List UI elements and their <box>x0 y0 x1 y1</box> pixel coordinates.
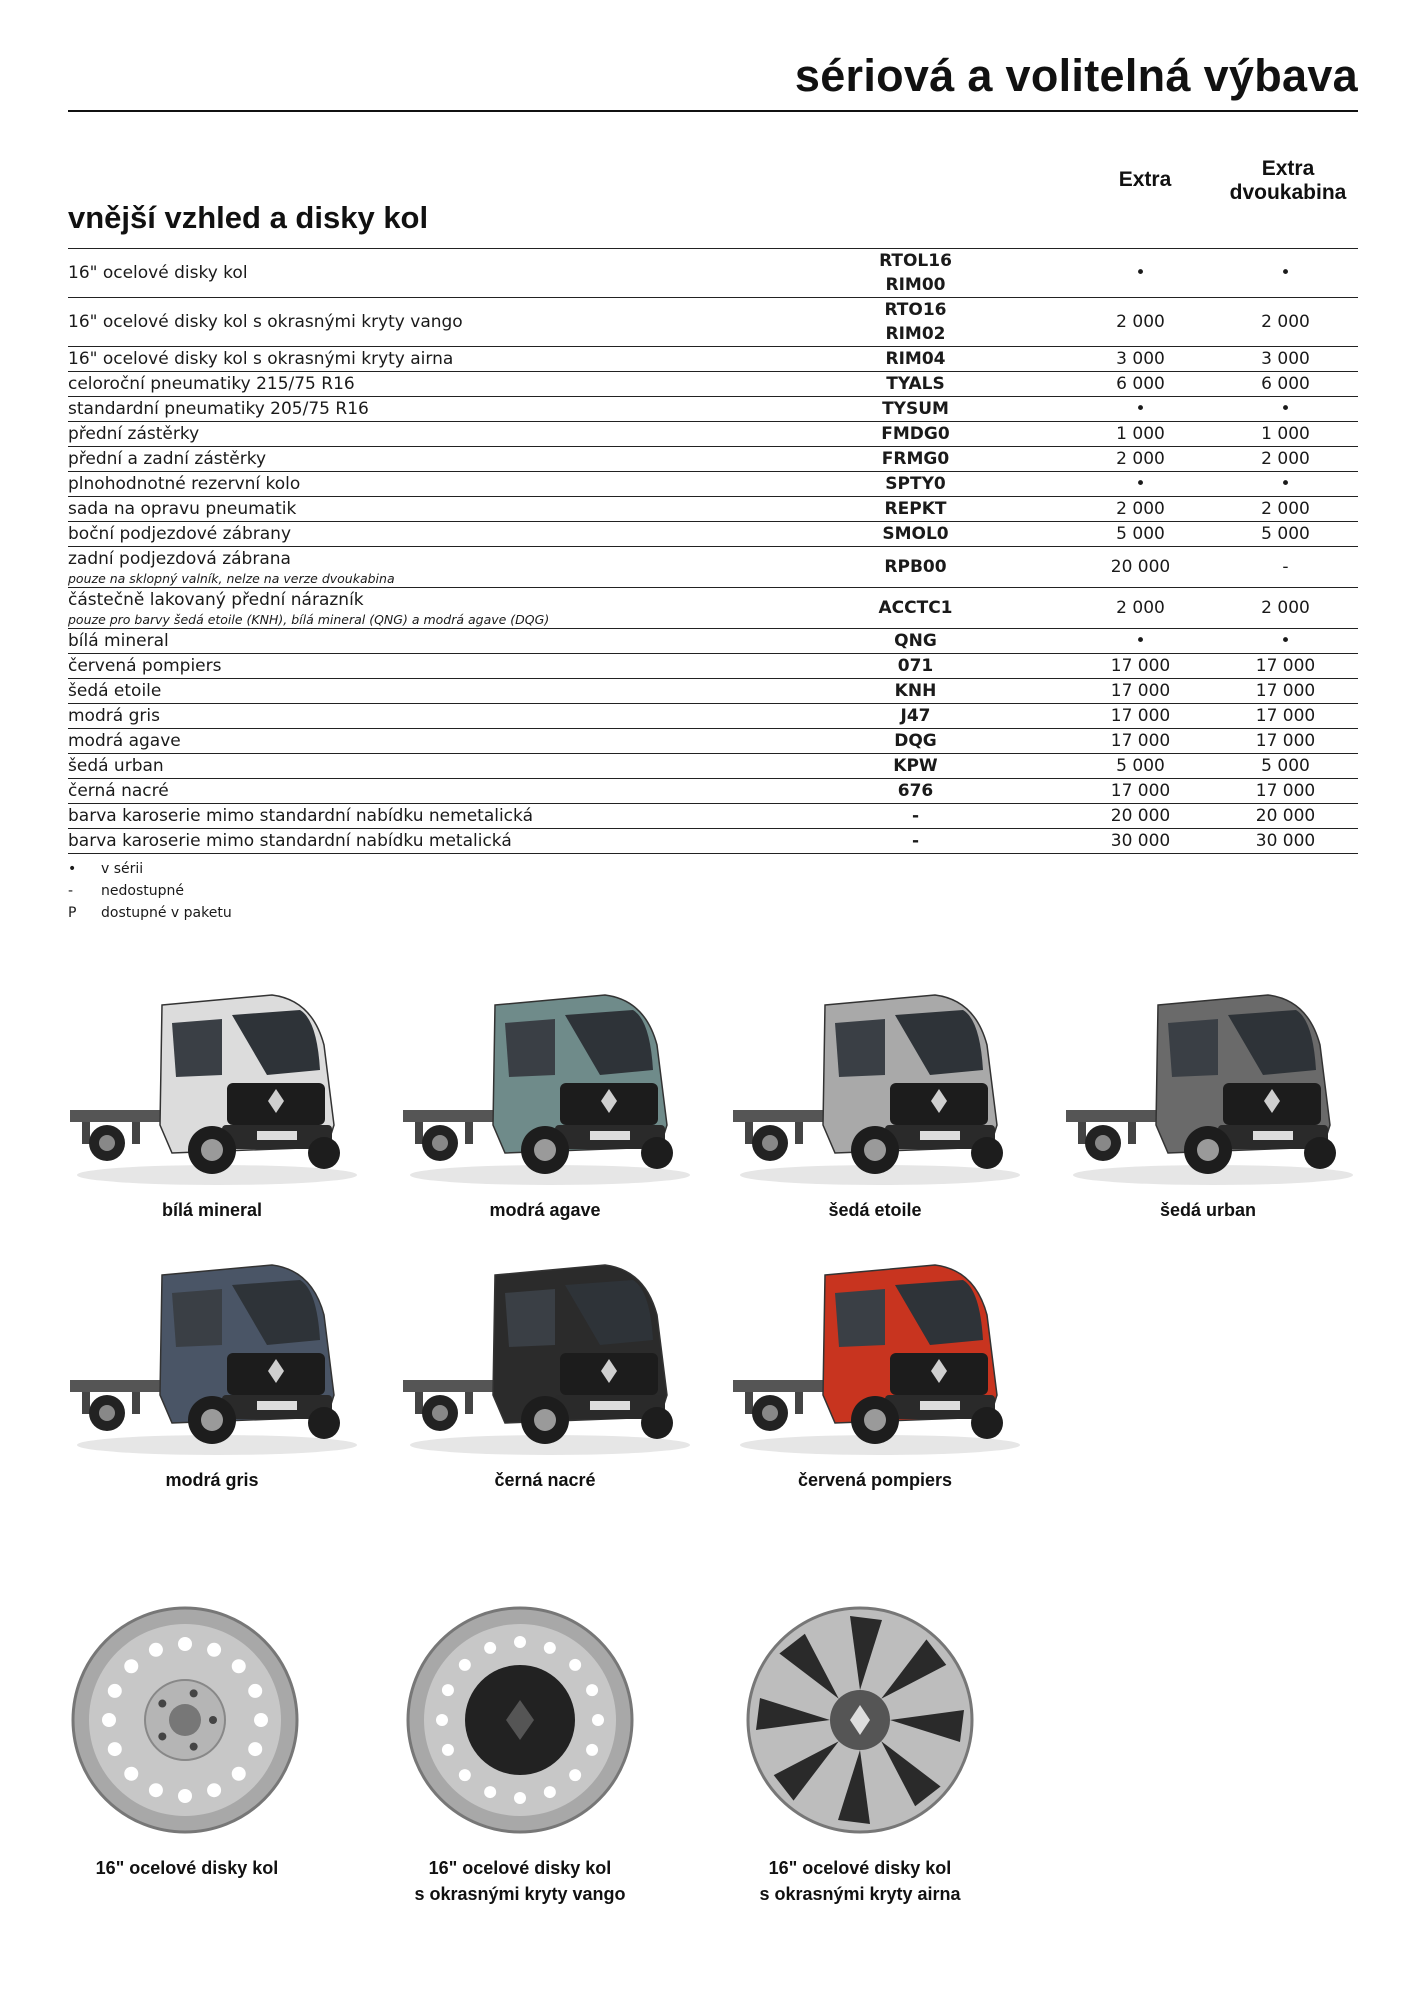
row-code-cell <box>838 829 993 854</box>
row-name-cell <box>68 372 838 397</box>
option-code: SPTY0 <box>885 474 946 494</box>
row-code-cell <box>838 588 993 629</box>
spacer-cell <box>993 447 1068 472</box>
price-extra: 17 000 <box>1110 781 1171 801</box>
spacer-cell <box>993 629 1068 654</box>
van-color-label: šedá etoile <box>828 1200 922 1220</box>
wheel-label-line: 16" ocelové disky kol <box>768 1858 952 1878</box>
row-label: barva karoserie mimo standardní nabídku nemetalická <box>68 806 533 826</box>
price-extra: 17 000 <box>1110 681 1171 701</box>
spacer-cell <box>993 654 1068 679</box>
row-code-cell <box>838 497 993 522</box>
title-divider <box>68 110 1358 112</box>
spacer-cell <box>993 729 1068 754</box>
option-code: RTOL16 <box>879 251 952 271</box>
van-image <box>395 1245 695 1460</box>
legend-text: v sérii <box>101 861 144 877</box>
option-code: TYALS <box>886 374 945 394</box>
row-label: bílá mineral <box>68 631 169 651</box>
table-row <box>68 472 1358 497</box>
price-extra: • <box>1135 399 1146 419</box>
van-image <box>1058 975 1358 1190</box>
row-name-cell <box>68 588 838 629</box>
wheel-label-line: s okrasnými kryty vango <box>414 1884 626 1904</box>
legend <box>68 858 232 924</box>
spacer-cell <box>993 704 1068 729</box>
row-name-cell <box>68 249 838 298</box>
row-label: šedá urban <box>68 756 164 776</box>
table-row <box>68 779 1358 804</box>
row-name-cell <box>68 397 838 422</box>
price-extra: 3 000 <box>1116 349 1165 369</box>
row-label: modrá agave <box>68 731 181 751</box>
spacer-cell <box>993 347 1068 372</box>
option-code: QNG <box>894 631 937 651</box>
option-code: REPKT <box>884 499 947 519</box>
price-dvoukabina: 5 000 <box>1261 756 1310 776</box>
wheel-image <box>70 1605 300 1835</box>
row-code-cell <box>838 298 993 347</box>
price-dvoukabina: 17 000 <box>1255 656 1316 676</box>
price-dvoukabina: 2 000 <box>1261 312 1310 332</box>
van-color-label: modrá agave <box>489 1200 601 1220</box>
van-color-label: šedá urban <box>1159 1200 1257 1220</box>
row-code-cell <box>838 347 993 372</box>
row-name-cell <box>68 804 838 829</box>
row-code-cell <box>838 654 993 679</box>
row-label: boční podjezdové zábrany <box>68 524 292 544</box>
spacer-cell <box>993 522 1068 547</box>
table-row <box>68 679 1358 704</box>
spacer-cell <box>993 249 1068 298</box>
van-image <box>725 1245 1025 1460</box>
row-name-cell <box>68 679 838 704</box>
row-label: sada na opravu pneumatik <box>68 499 297 519</box>
price-extra: 2 000 <box>1116 312 1165 332</box>
table-row <box>68 704 1358 729</box>
row-code-cell <box>838 629 993 654</box>
column-header-extra-dvoukabina <box>1208 157 1368 205</box>
wheel-label-line: 16" ocelové disky kol <box>95 1858 279 1878</box>
row-label: 16" ocelové disky kol <box>68 263 248 283</box>
price-dvoukabina: 17 000 <box>1255 681 1316 701</box>
column-header-extra: Extra <box>1118 168 1172 191</box>
legend-item <box>68 902 232 924</box>
price-dvoukabina: 3 000 <box>1261 349 1310 369</box>
van-color-label: černá nacré <box>494 1470 596 1490</box>
row-name-cell <box>68 629 838 654</box>
row-label: červená pompiers <box>68 656 222 676</box>
spacer-cell <box>993 372 1068 397</box>
row-label: plnohodnotné rezervní kolo <box>68 474 301 494</box>
price-extra: 17 000 <box>1110 706 1171 726</box>
price-dvoukabina: 2 000 <box>1261 499 1310 519</box>
table-row <box>68 347 1358 372</box>
row-code-cell <box>838 779 993 804</box>
legend-symbol: - <box>68 883 74 899</box>
table-row <box>68 654 1358 679</box>
row-code-cell <box>838 472 993 497</box>
row-name-cell <box>68 754 838 779</box>
price-dvoukabina: 1 000 <box>1261 424 1310 444</box>
row-label: zadní podjezdová zábrana <box>68 549 291 569</box>
row-code-cell <box>838 422 993 447</box>
row-name-cell <box>68 779 838 804</box>
legend-symbol: P <box>68 905 77 921</box>
row-code-cell <box>838 704 993 729</box>
column-header-line: dvoukabina <box>1229 181 1347 204</box>
row-code-cell <box>838 754 993 779</box>
row-label: standardní pneumatiky 205/75 R16 <box>68 399 369 419</box>
price-extra: 30 000 <box>1110 831 1171 851</box>
row-label: 16" ocelové disky kol s okrasnými kryty airna <box>68 349 454 369</box>
price-dvoukabina: • <box>1280 631 1291 651</box>
price-extra: 1 000 <box>1116 424 1165 444</box>
row-label: přední a zadní zástěrky <box>68 449 267 469</box>
table-row <box>68 588 1358 629</box>
section-title: vnější vzhled a disky kol <box>68 200 429 235</box>
price-dvoukabina: 5 000 <box>1261 524 1310 544</box>
spacer-cell <box>993 422 1068 447</box>
legend-symbol: • <box>68 861 77 877</box>
wheel-image <box>745 1605 975 1835</box>
option-code: ACCTC1 <box>878 598 953 618</box>
row-code-cell <box>838 447 993 472</box>
row-code-cell <box>838 729 993 754</box>
row-note: pouze pro barvy šedá etoile (KNH), bílá mineral (QNG) a modrá agave (DQG) <box>68 612 550 627</box>
table-row <box>68 754 1358 779</box>
table-row <box>68 372 1358 397</box>
option-code: KNH <box>894 681 937 701</box>
spacer-cell <box>993 754 1068 779</box>
wheel-label-line: 16" ocelové disky kol <box>428 1858 612 1878</box>
option-code: RIM04 <box>885 349 946 369</box>
price-extra: 2 000 <box>1116 449 1165 469</box>
row-name-cell <box>68 472 838 497</box>
row-label: modrá gris <box>68 706 160 726</box>
price-extra: 20 000 <box>1110 806 1171 826</box>
table-row <box>68 629 1358 654</box>
price-dvoukabina: 17 000 <box>1255 781 1316 801</box>
table-row <box>68 547 1358 588</box>
spacer-cell <box>993 588 1068 629</box>
row-name-cell <box>68 422 838 447</box>
legend-text: dostupné v paketu <box>101 905 232 921</box>
option-code: 676 <box>897 781 934 801</box>
price-extra: 6 000 <box>1116 374 1165 394</box>
table-row <box>68 422 1358 447</box>
price-dvoukabina: - <box>1282 557 1289 577</box>
price-extra: 17 000 <box>1110 656 1171 676</box>
row-code-cell <box>838 547 993 588</box>
option-code: RIM00 <box>885 275 946 295</box>
row-name-cell <box>68 497 838 522</box>
van-image <box>62 975 362 1190</box>
row-name-cell <box>68 522 838 547</box>
row-name-cell <box>68 704 838 729</box>
spacer-cell <box>993 472 1068 497</box>
row-name-cell <box>68 829 838 854</box>
row-code-cell <box>838 679 993 704</box>
row-label: částečně lakovaný přední nárazník <box>68 590 364 610</box>
price-dvoukabina: 17 000 <box>1255 731 1316 751</box>
row-code-cell <box>838 372 993 397</box>
option-code: TYSUM <box>882 399 949 419</box>
table-row <box>68 397 1358 422</box>
table-row <box>68 249 1358 298</box>
row-label: přední zástěrky <box>68 424 200 444</box>
price-extra: • <box>1135 474 1146 494</box>
price-dvoukabina: 2 000 <box>1261 449 1310 469</box>
row-name-cell <box>68 447 838 472</box>
price-extra: 5 000 <box>1116 756 1165 776</box>
option-code: RIM02 <box>885 324 946 344</box>
van-image <box>395 975 695 1190</box>
table-row <box>68 497 1358 522</box>
row-label: celoroční pneumatiky 215/75 R16 <box>68 374 355 394</box>
row-name-cell <box>68 347 838 372</box>
row-code-cell <box>838 804 993 829</box>
spacer-cell <box>993 679 1068 704</box>
spacer-cell <box>993 779 1068 804</box>
price-extra: 2 000 <box>1116 499 1165 519</box>
option-code: - <box>911 806 920 826</box>
table-row <box>68 298 1358 347</box>
row-name-cell <box>68 298 838 347</box>
row-name-cell <box>68 654 838 679</box>
row-code-cell <box>838 522 993 547</box>
van-image <box>725 975 1025 1190</box>
van-color-label: bílá mineral <box>161 1200 263 1220</box>
row-code-cell <box>838 397 993 422</box>
van-color-label: červená pompiers <box>797 1470 953 1490</box>
row-name-cell <box>68 729 838 754</box>
table-row <box>68 804 1358 829</box>
price-extra: 5 000 <box>1116 524 1165 544</box>
van-color-label: modrá gris <box>165 1470 259 1490</box>
table-row <box>68 729 1358 754</box>
wheel-label <box>700 1855 1020 1907</box>
option-code: DQG <box>894 731 937 751</box>
van-image <box>62 1245 362 1460</box>
option-code: 071 <box>897 656 934 676</box>
row-note: pouze na sklopný valník, nelze na verze dvoukabina <box>68 571 395 586</box>
row-label: černá nacré <box>68 781 169 801</box>
price-extra: • <box>1135 263 1146 283</box>
price-extra: 20 000 <box>1110 557 1171 577</box>
wheel-label <box>360 1855 680 1907</box>
option-code: J47 <box>900 706 931 726</box>
price-dvoukabina: • <box>1280 399 1291 419</box>
price-dvoukabina: 17 000 <box>1255 706 1316 726</box>
price-extra: 2 000 <box>1116 598 1165 618</box>
option-code: SMOL0 <box>882 524 949 544</box>
wheel-label-line: s okrasnými kryty airna <box>759 1884 961 1904</box>
table-row <box>68 829 1358 854</box>
spacer-cell <box>993 298 1068 347</box>
table-row <box>68 447 1358 472</box>
price-dvoukabina: 20 000 <box>1255 806 1316 826</box>
option-code: KPW <box>893 756 938 776</box>
spacer-cell <box>993 804 1068 829</box>
spacer-cell <box>993 497 1068 522</box>
option-code: FMDG0 <box>881 424 950 444</box>
spacer-cell <box>993 547 1068 588</box>
column-header-line: Extra <box>1261 157 1315 180</box>
price-dvoukabina: • <box>1280 263 1291 283</box>
price-extra: • <box>1135 631 1146 651</box>
price-dvoukabina: 30 000 <box>1255 831 1316 851</box>
price-dvoukabina: • <box>1280 474 1291 494</box>
price-dvoukabina: 6 000 <box>1261 374 1310 394</box>
equipment-table <box>68 248 1358 854</box>
row-label: šedá etoile <box>68 681 162 701</box>
row-label: 16" ocelové disky kol s okrasnými kryty vango <box>68 312 463 332</box>
row-name-cell <box>68 547 838 588</box>
row-code-cell <box>838 249 993 298</box>
option-code: - <box>911 831 920 851</box>
table-row <box>68 522 1358 547</box>
price-extra: 17 000 <box>1110 731 1171 751</box>
option-code: RPB00 <box>884 557 947 577</box>
wheel-label <box>27 1855 347 1881</box>
price-dvoukabina: 2 000 <box>1261 598 1310 618</box>
row-label: barva karoserie mimo standardní nabídku metalická <box>68 831 512 851</box>
spacer-cell <box>993 829 1068 854</box>
spacer-cell <box>993 397 1068 422</box>
wheel-image <box>405 1605 635 1835</box>
option-code: FRMG0 <box>881 449 950 469</box>
page-title: sériová a volitelná výbava <box>794 50 1358 101</box>
legend-item <box>68 858 232 880</box>
legend-text: nedostupné <box>101 883 184 899</box>
legend-item <box>68 880 232 902</box>
option-code: RTO16 <box>884 300 947 320</box>
